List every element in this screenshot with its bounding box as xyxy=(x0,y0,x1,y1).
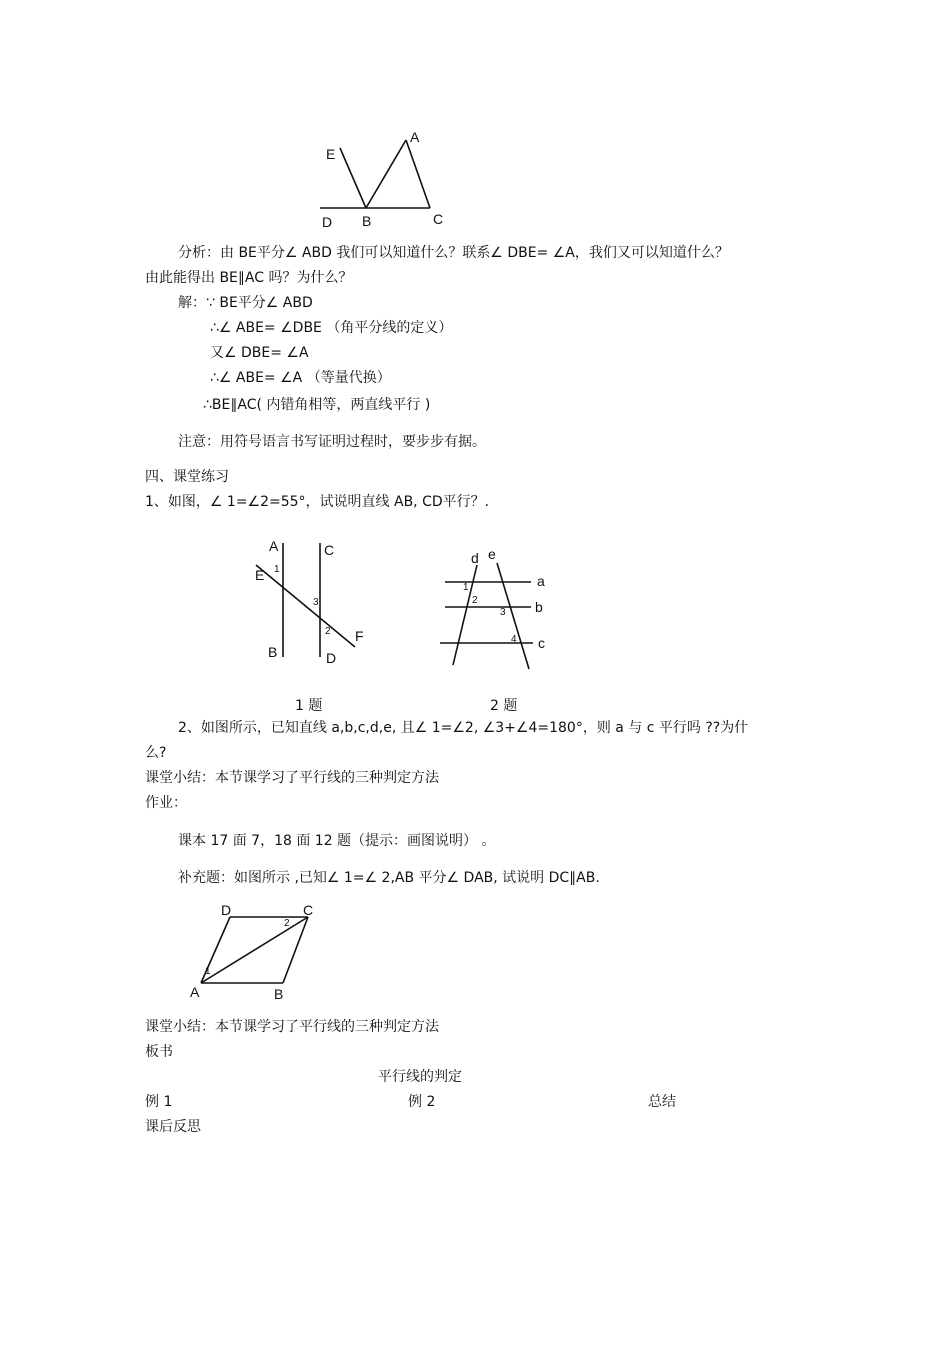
solution-line-5: ∴BE∥AC( 内错角相等，两直线平行 ) xyxy=(203,397,431,413)
homework-label: 作业： xyxy=(145,795,187,811)
line-d xyxy=(453,565,477,665)
segment-ac xyxy=(406,140,430,208)
label-e: E xyxy=(255,567,265,583)
angle-2: 2 xyxy=(284,918,290,929)
homework: 课本 17 面 7，18 面 12 题（提示：画图说明） 。 xyxy=(178,833,496,849)
label-b: B xyxy=(268,644,278,660)
figure-supplement xyxy=(185,900,325,1005)
label-b: B xyxy=(274,986,284,1002)
summary-1: 课堂小结：本节课学习了平行线的三种判定方法 xyxy=(145,770,439,786)
line-ef xyxy=(256,565,355,647)
section-title: 四、课堂练习 xyxy=(145,469,229,485)
label-d: D xyxy=(326,650,337,666)
label-a: A xyxy=(410,129,420,145)
figure-exercise-1 xyxy=(250,535,370,670)
caption-1: 1 题 xyxy=(295,698,323,714)
board-example-2: 例 2 xyxy=(408,1094,436,1110)
segment-eb xyxy=(340,148,366,208)
solution-line-2: ∴∠ ABE= ∠DBE （角平分线的定义） xyxy=(210,320,453,336)
label-f: F xyxy=(355,628,364,644)
exercise-1: 1、如图，∠ 1=∠2=55°，试说明直线 AB, CD平行？. xyxy=(145,494,490,510)
exercise-2-line-2: 么? xyxy=(145,745,167,761)
board-label: 板书 xyxy=(145,1044,173,1060)
label-c: C xyxy=(433,211,444,227)
solution-line-1: 解：∵ BE平分∠ ABD xyxy=(178,295,313,311)
angle-1: 1 xyxy=(274,564,280,575)
label-e: E xyxy=(326,146,336,162)
label-a: A xyxy=(269,538,279,554)
angle-3: 3 xyxy=(313,597,319,608)
analysis-line-1: 分析：由 BE平分∠ ABD 我们可以知道什么？联系∠ DBE= ∠A，我们又可以知道什么？ xyxy=(178,245,729,261)
figure-angle-bisector xyxy=(310,122,460,234)
label-c: c xyxy=(538,635,545,651)
figure-exercise-2 xyxy=(435,543,555,673)
label-d: d xyxy=(471,550,479,566)
reflection: 课后反思 xyxy=(145,1119,201,1135)
label-b: B xyxy=(362,213,372,229)
label-a: a xyxy=(537,573,545,589)
caption-2: 2 题 xyxy=(490,698,518,714)
label-a: A xyxy=(190,984,200,1000)
angle-3: 3 xyxy=(500,607,506,618)
label-c: C xyxy=(303,902,314,918)
label-d: D xyxy=(322,214,333,230)
exercise-2-line-1: 2、如图所示，已知直线 a,b,c,d,e, 且∠ 1=∠2, ∠3+∠4=180°，则 a 与 c 平行吗 ??为什 xyxy=(178,720,749,736)
board-example-1: 例 1 xyxy=(145,1094,173,1110)
analysis-line-2: 由此能得出 BE∥AC 吗？为什么？ xyxy=(145,270,353,286)
note: 注意：用符号语言书写证明过程时，要步步有据。 xyxy=(178,434,486,450)
diagonal-ac xyxy=(201,917,308,983)
board-summary: 总结 xyxy=(648,1094,676,1110)
label-b: b xyxy=(535,599,543,615)
summary-2: 课堂小结：本节课学习了平行线的三种判定方法 xyxy=(145,1019,439,1035)
angle-2: 2 xyxy=(472,595,478,606)
board-title: 平行线的判定 xyxy=(378,1069,462,1085)
label-d: D xyxy=(221,902,232,918)
solution-line-3: 又∠ DBE= ∠A xyxy=(210,345,309,361)
supplement: 补充题：如图所示 ,已知∠ 1=∠ 2,AB 平分∠ DAB, 试说明 DC∥AB. xyxy=(178,870,600,886)
label-c: C xyxy=(324,542,335,558)
label-e: e xyxy=(488,546,496,562)
solution-line-4: ∴∠ ABE= ∠A （等量代换） xyxy=(210,370,391,386)
segment-ba xyxy=(366,140,406,208)
angle-1: 1 xyxy=(205,966,211,977)
angle-2: 2 xyxy=(325,626,331,637)
angle-4: 4 xyxy=(511,634,517,645)
angle-1: 1 xyxy=(463,582,469,593)
